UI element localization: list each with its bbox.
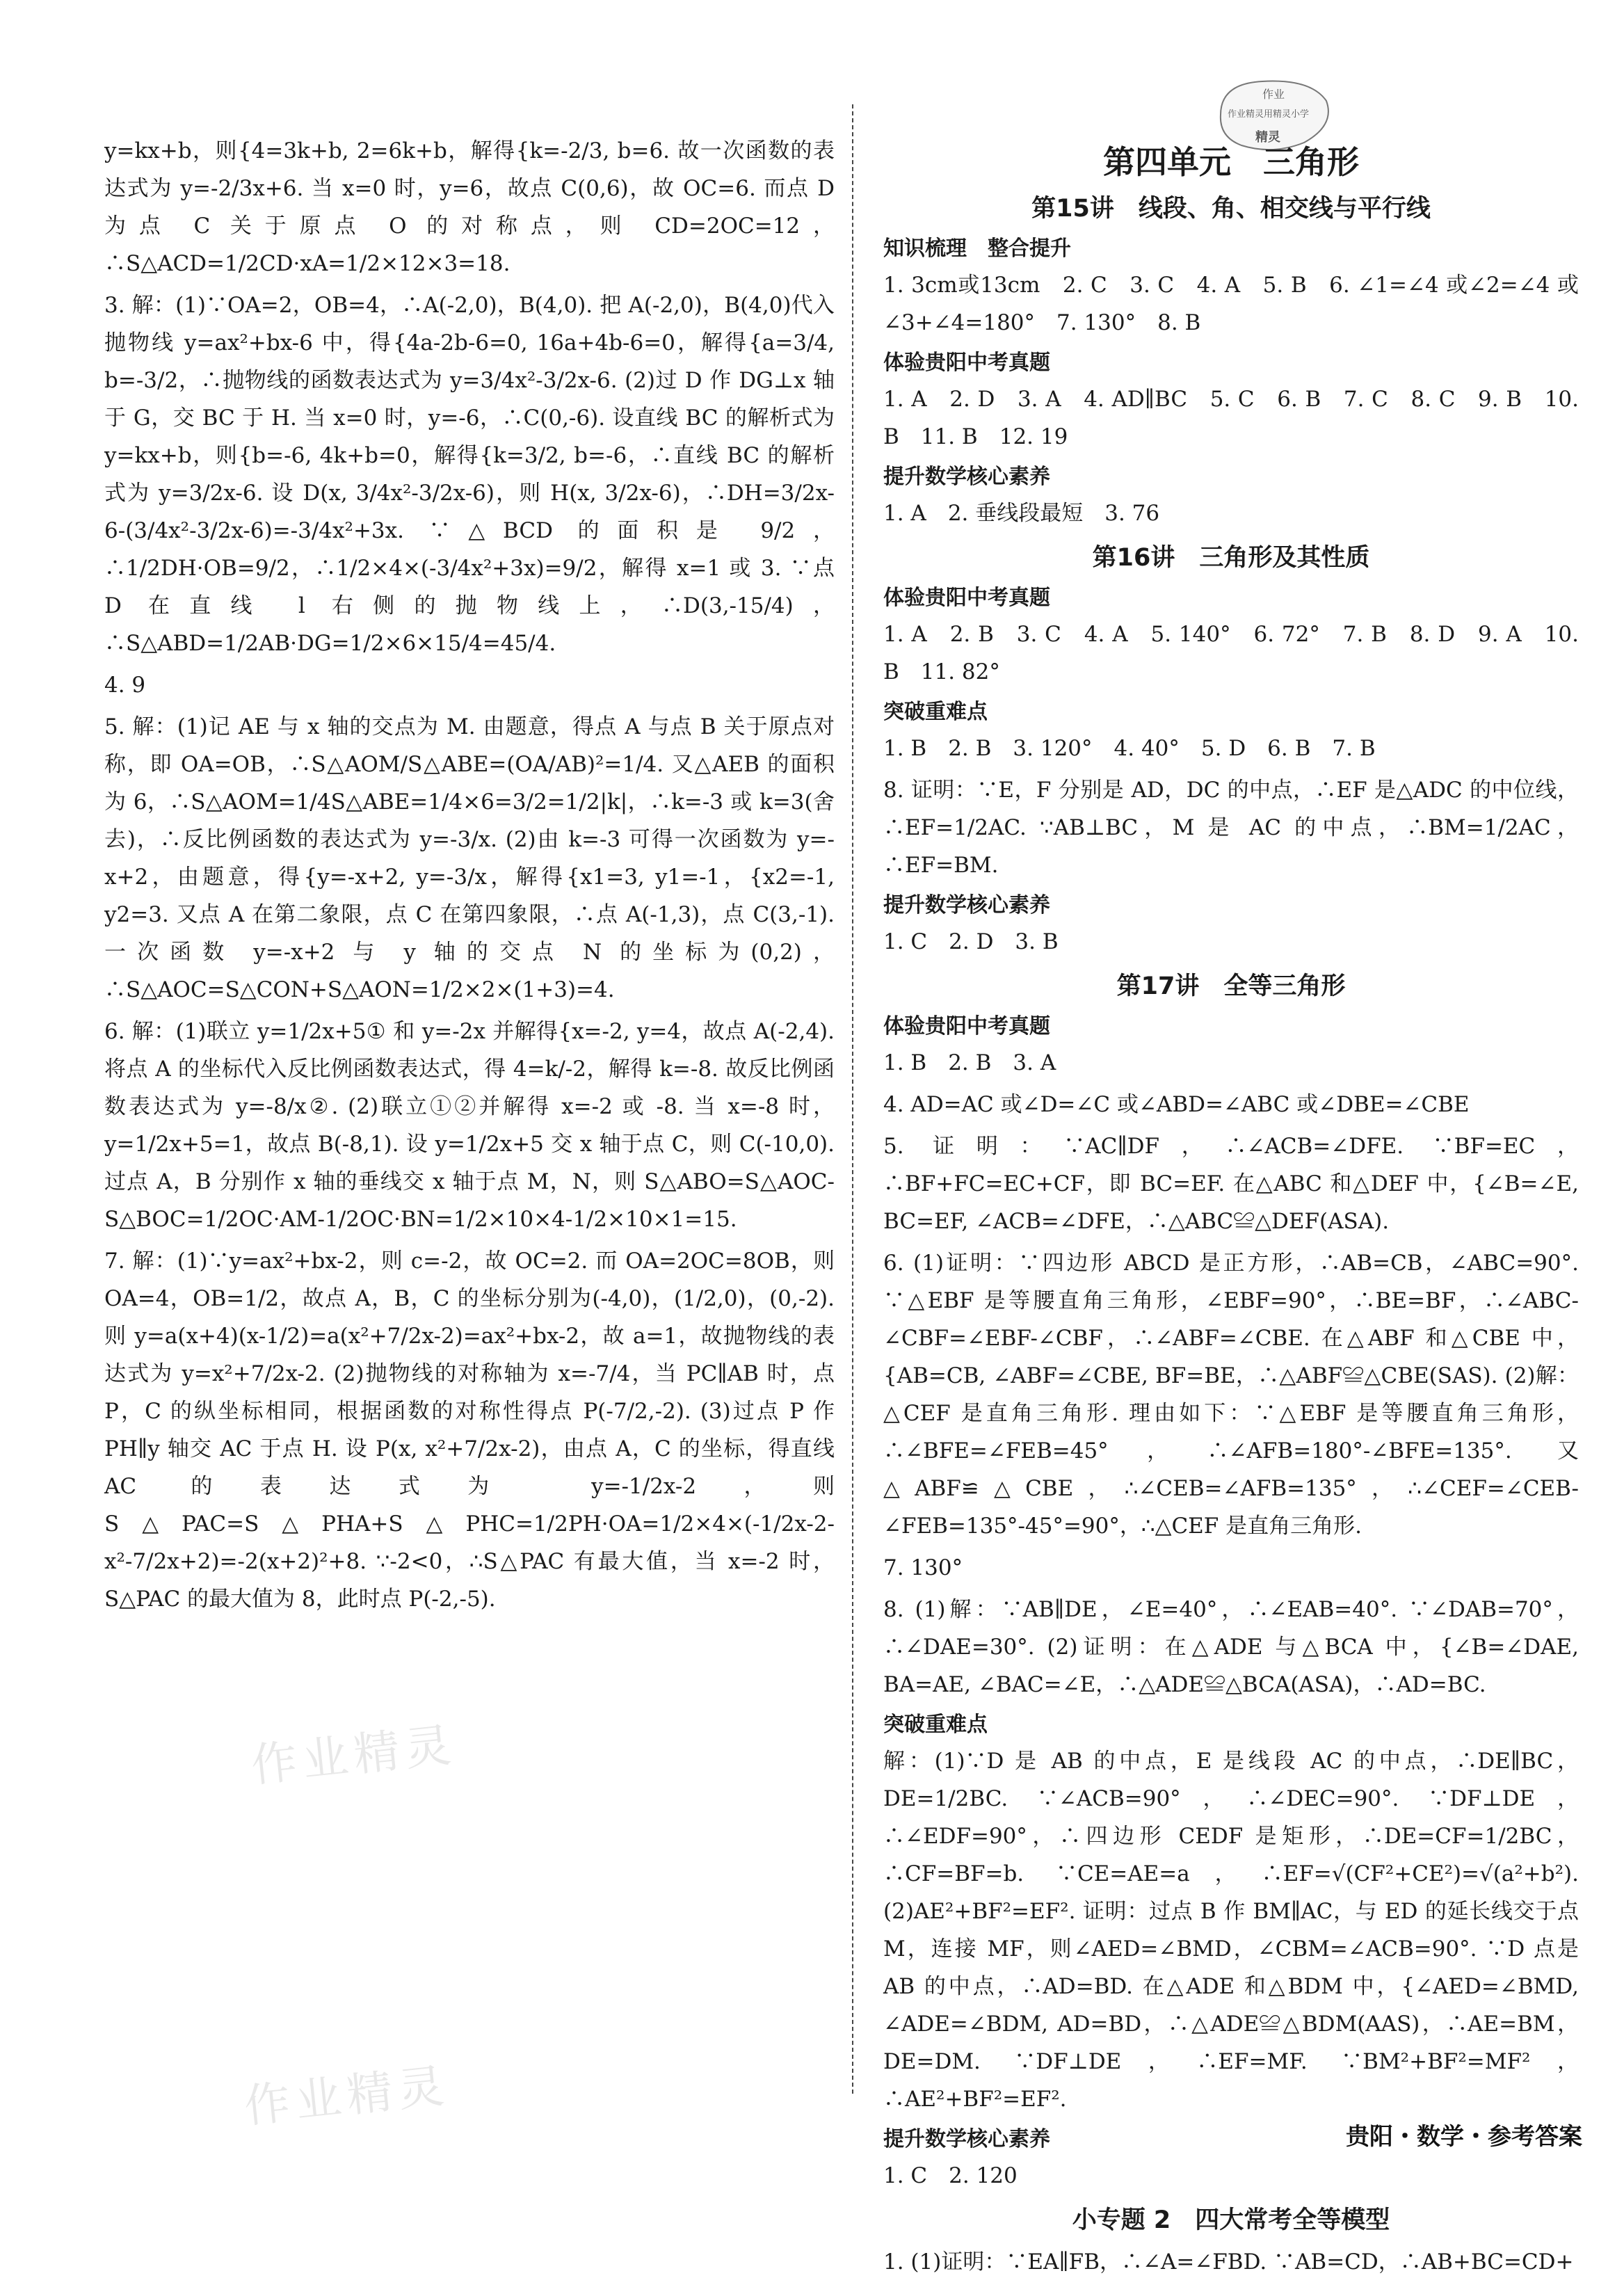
section-label: 体验贵阳中考真题 bbox=[883, 586, 1050, 610]
answer-paragraph: y=kx+b，则{4=3k+b, 2=6k+b，解得{k=-2/3, b=6. 故一次函数的表达式为 y=-2/3x+6. 当 x=0 时，y=6，故点 C(0,6)，故 OC=6. 而点 D 为点 C 关于原点 O 的对称点，则 CD=2OC=12，∴S△ACD=1/2CD·xA=1/2×12×3=18. bbox=[104, 138, 835, 276]
lecture-title: 第17讲 全等三角形 bbox=[1116, 972, 1346, 1000]
lecture-title: 第16讲 三角形及其性质 bbox=[1092, 544, 1370, 572]
answer-paragraph: 8. 证明：∵E，F 分别是 AD，DC 的中点，∴EF 是△ADC 的中位线，∴EF=1/2AC. ∵AB⊥BC，M 是 AC 的中点，∴BM=1/2AC，∴EF=BM. bbox=[883, 778, 1579, 878]
answer-paragraph: 6. (1)证明：∵四边形 ABCD 是正方形，∴AB=CB，∠ABC=90°. ∵△EBF 是等腰直角三角形，∠EBF=90°，∴BE=BF，∴∠ABC-∠CBF=∠EBF-∠CBF，∴∠ABF=∠CBE. 在△ABF 和△CBE 中，{AB=CB, ∠ABF=∠CBE, BF=BE，∴△ABF≌△CBE(SAS). (2)解：△CEF 是直角三角形. 理由如下：∵△EBF 是等腰直角三角形，∴∠BFE=∠FEB=45°，∴∠AFB=180°-∠BFE=135°. 又△ABF≌△CBE，∴∠CEB=∠AFB=135°，∴∠CEF=∠CEB-∠FEB=135°-45°=90°，∴△CEF 是直角三角形. bbox=[883, 1251, 1579, 1539]
special-topic-title: 小专题 2 四大常考全等模型 bbox=[1072, 2206, 1390, 2234]
answer-paragraph: 4. AD=AC 或∠D=∠C 或∠ABD=∠ABC 或∠DBE=∠CBE bbox=[883, 1092, 1470, 1117]
column-divider bbox=[852, 104, 853, 2094]
answer-paragraph: 7. 解：(1)∵y=ax²+bx-2，则 c=-2，故 OC=2. 而 OA=2OC=8OB，则 OA=4，OB=1/2，故点 A，B，C 的坐标分别为(-4,0)，(1/2,0)，(0,-2). 则 y=a(x+4)(x-1/2)=a(x²+7/2x-2)=ax²+bx-2，故 a=1，故抛物线的表达式为 y=x²+7/2x-2. (2)抛物线的对称轴为 x=-7/4，当 PC∥AB 时，点 P，C 的纵坐标相同，根据函数的对称性得点 P(-7/2,-2). (3)过点 P 作 PH∥y 轴交 AC 于点 H. 设 P(x, x²+7/2x-2)，由点 A，C 的坐标，得直线 AC 的表达式为 y=-1/2x-2，则 S△PAC=S△PHA+S△PHC=1/2PH·OA=1/2×4×(-1/2x-2-x²-7/2x+2)=-2(x+2)²+8. ∵-2<0，∴S△PAC 有最大值，当 x=-2 时，S△PAC 的最大值为 8，此时点 P(-2,-5). bbox=[104, 1249, 835, 1612]
answer-paragraph: 5. 证明：∵AC∥DF，∴∠ACB=∠DFE. ∵BF=EC，∴BF+FC=EC+CF，即 BC=EF. 在△ABC 和△DEF 中，{∠B=∠E, BC=EF, ∠ACB=∠DFE，∴△ABC≌△DEF(ASA). bbox=[883, 1134, 1579, 1234]
watermark: 作业精灵 bbox=[248, 1717, 459, 1793]
watermark: 作业精灵 bbox=[241, 2058, 452, 2134]
answer-paragraph: 解：(1)∵D 是 AB 的中点，E 是线段 AC 的中点，∴DE∥BC，DE=1/2BC. ∵∠ACB=90°，∴∠DEC=90°. ∵DF⊥DE，∴∠EDF=90°，∴四边形 CEDF 是矩形，∴DE=CF=1/2BC，∴CF=BF=b. ∵CE=AE=a，∴EF=√(CF²+CE²)=√(a²+b²). (2)AE²+BF²=EF². 证明：过点 B 作 BM∥AC，与 ED 的延长线交于点 M，连接 MF，则∠AED=∠BMD，∠CBM=∠ACB=90°. ∵D 点是 AB 的中点，∴AD=BD. 在△ADE 和△BDM 中，{∠AED=∠BMD, ∠ADE=∠BDM, AD=BD，∴△ADE≌△BDM(AAS)，∴AE=BM，DE=DM. ∵DF⊥DE，∴EF=MF. ∵BM²+BF²=MF²，∴AE²+BF²=EF². bbox=[883, 1749, 1579, 2112]
stamp-line1: 作业 bbox=[1262, 88, 1285, 101]
answer-paragraph: 6. 解：(1)联立 y=1/2x+5① 和 y=-2x 并解得{x=-2, y=4，故点 A(-2,4). 将点 A 的坐标代入反比例函数表达式，得 4=k/-2，解得 k=-8. 故反比例函数表达式为 y=-8/x②. (2)联立①②并解得 x=-2 或 -8. 当 x=-8 时，y=1/2x+5=1，故点 B(-8,1). 设 y=1/2x+5 交 x 轴于点 C，则 C(-10,0). 过点 A，B 分别作 x 轴的垂线交 x 轴于点 M，N，则 S△ABO=S△AOC-S△BOC=1/2OC·AM-1/2OC·BN=1/2×10×4-1/2×10×1=15. bbox=[104, 1019, 835, 1232]
page-footer: 贵阳・数学・参考答案 bbox=[1346, 2123, 1582, 2151]
answer-paragraph: 8. (1)解：∵AB∥DE，∠E=40°，∴∠EAB=40°. ∵∠DAB=70°，∴∠DAE=30°. (2)证明：在△ADE 与△BCA 中，{∠B=∠DAE, BA=AE, ∠BAC=∠E，∴△ADE≌△BCA(ASA)，∴AD=BC. bbox=[883, 1597, 1579, 1697]
answer-paragraph: 4. 9 bbox=[104, 673, 146, 698]
stamp-line3: 精灵 bbox=[1255, 130, 1280, 145]
right-column bbox=[883, 136, 1579, 2275]
answer-paragraph: 3. 解：(1)∵OA=2，OB=4，∴A(-2,0)，B(4,0). 把 A(-2,0)，B(4,0)代入抛物线 y=ax²+bx-6 中，得{4a-2b-6=0, 16a+4b-6=0，解得{a=3/4, b=-3/2，∴抛物线的函数表达式为 y=3/4x²-3/2x-6. (2)过 D 作 DG⊥x 轴于 G，交 BC 于 H. 当 x=0 时，y=-6，∴C(0,-6). 设直线 BC 的解析式为 y=kx+b，则{b=-6, 4k+b=0，解得{k=3/2, b=-6，∴直线 BC 的解析式为 y=3/2x-6. 设 D(x, 3/4x²-3/2x-6)，则 H(x, 3/2x-6)，∴DH=3/2x-6-(3/4x²-3/2x-6)=-3/4x²+3x. ∵△BCD 的面积是 9/2，∴1/2DH·OB=9/2，∴1/2×4×(-3/4x²+3x)=9/2，解得 x=1 或 3. ∵点 D 在直线 l 右侧的抛物线上，∴D(3,-15/4)，∴S△ABD=1/2AB·DG=1/2×6×15/4=45/4. bbox=[104, 293, 835, 656]
answer-paragraph: 1. 3cm或13cm 2. C 3. C 4. A 5. B 6. ∠1=∠4 或∠2=∠4 或∠3+∠4=180° 7. 130° 8. B bbox=[883, 273, 1579, 335]
lecture-title: 第15讲 线段、角、相交线与平行线 bbox=[1031, 195, 1431, 223]
answer-paragraph: 1. A 2. B 3. C 4. A 5. 140° 6. 72° 7. B 8. D 9. A 10. B 11. 82° bbox=[883, 622, 1579, 684]
answer-paragraph: 1. A 2. 垂线段最短 3. 76 bbox=[883, 501, 1160, 526]
stamp-line2: 作业精灵用精灵小学 bbox=[1228, 109, 1310, 120]
section-label: 提升数学核心素养 bbox=[883, 465, 1050, 489]
section-label: 体验贵阳中考真题 bbox=[883, 1014, 1050, 1038]
left-column bbox=[104, 132, 835, 2148]
unit-title: 第四单元 三角形 bbox=[1103, 143, 1359, 181]
answer-paragraph: 1. C 2. D 3. B bbox=[883, 929, 1059, 954]
answer-paragraph: 1. (1)证明：∵EA∥FB，∴∠A=∠FBD. ∵AB=CD，∴AB+BC=CD+ bbox=[883, 2249, 1574, 2275]
section-label: 突破重难点 bbox=[883, 700, 988, 724]
answer-paragraph: 1. A 2. D 3. A 4. AD∥BC 5. C 6. B 7. C 8. C 9. B 10. B 11. B 12. 19 bbox=[883, 387, 1579, 449]
answer-paragraph: 1. B 2. B 3. 120° 4. 40° 5. D 6. B 7. B bbox=[883, 736, 1376, 761]
section-label: 突破重难点 bbox=[883, 1713, 988, 1737]
section-label: 知识梳理 整合提升 bbox=[883, 236, 1071, 261]
section-label: 提升数学核心素养 bbox=[883, 893, 1050, 917]
answer-paragraph: 1. C 2. 120 bbox=[883, 2163, 1018, 2188]
answer-paragraph: 5. 解：(1)记 AE 与 x 轴的交点为 M. 由题意，得点 A 与点 B 关于原点对称，即 OA=OB，∴S△AOM/S△ABE=(OA/AB)²=1/4. 又△AEB 的面积为 6，∴S△AOM=1/4S△ABE=1/4×6=3/2=1/2|k|，∴k=-3 或 k=3(舍去)，∴反比例函数的表达式为 y=-3/x. (2)由 k=-3 可得一次函数为 y=-x+2，由题意，得{y=-x+2, y=-3/x，解得{x1=3, y1=-1，{x2=-1, y2=3. 又点 A 在第二象限，点 C 在第四象限，∴点 A(-1,3)，点 C(3,-1). 一次函数 y=-x+2 与 y 轴的交点 N 的坐标为(0,2)，∴S△AOC=S△CON+S△AON=1/2×2×(1+3)=4. bbox=[104, 714, 835, 1002]
section-label: 体验贵阳中考真题 bbox=[883, 351, 1050, 375]
answer-paragraph: 1. B 2. B 3. A bbox=[883, 1050, 1056, 1075]
section-label: 提升数学核心素养 bbox=[883, 2127, 1050, 2151]
answer-paragraph: 7. 130° bbox=[883, 1555, 963, 1580]
